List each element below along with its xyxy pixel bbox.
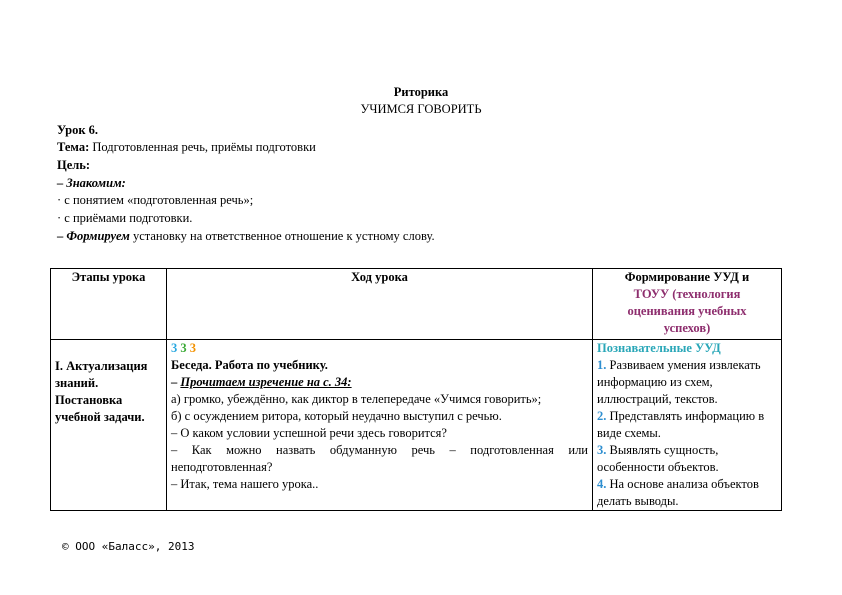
uud-item-1-num: 1. [597, 358, 607, 372]
form-text: установку на ответственное отношение к устному слову. [129, 229, 435, 243]
goal-intro: – Знакомим: [57, 176, 126, 190]
uud-item-4 [597, 476, 777, 510]
read-prefix: – [171, 375, 181, 389]
copyright: © ООО «Баласс», 2013 [62, 540, 195, 553]
header-tou-line2: оценивания учебных [627, 304, 747, 318]
uud-cell [593, 340, 782, 511]
subject-title: Риторика [393, 85, 449, 99]
stage-cell [51, 340, 167, 511]
score-digit-3: 3 [189, 341, 196, 355]
goal-label: Цель: [57, 158, 91, 172]
uud-item-3-text: Выявлять сущность, особенности объектов. [597, 443, 719, 474]
uud-item-2 [597, 408, 777, 442]
conversation-title: Беседа. Работа по учебнику. [171, 358, 328, 372]
topic-text: Подготовленная речь, приёмы подготовки [89, 140, 316, 154]
stage-line-3: Постановка [55, 393, 123, 407]
header-tou-line3: успехов) [663, 321, 711, 335]
header-stages-text: Этапы урока [71, 270, 146, 284]
goal-item-2: · с приёмами подготовки. [57, 211, 193, 225]
form-label: Формируем [66, 229, 130, 243]
uud-item-1 [597, 357, 777, 408]
stage-line-2: знаний. [55, 376, 99, 390]
item-a: а) громко, убеждённо, как диктор в телепередаче «Учимся говорить»; [171, 392, 542, 406]
uud-item-4-num: 4. [597, 477, 607, 491]
lesson-number: Урок 6. [57, 123, 99, 137]
read-line [171, 374, 588, 391]
header-process [167, 269, 593, 340]
form-prefix: – [57, 229, 67, 243]
question-1: – О каком условии успешной речи здесь говорится? [171, 426, 447, 440]
process-cell [167, 340, 593, 511]
goal-item-1: · с понятием «подготовленная речь»; [57, 193, 254, 207]
question-2: – Как можно назвать обдуманную речь – подготовленная или неподготовленная? [171, 443, 588, 474]
lesson-topic [57, 139, 316, 156]
goal-form [57, 228, 435, 245]
uud-title: Познавательные УУД [597, 341, 721, 355]
header-stages [51, 269, 167, 340]
stage-line-1 [55, 358, 162, 375]
uud-item-2-text: Представлять информацию в виде схемы. [597, 409, 765, 440]
uud-item-4-text: На основе анализа объектов делать выводы. [597, 477, 759, 508]
question-3: – Итак, тема нашего урока.. [171, 477, 319, 491]
uud-item-3-num: 3. [597, 443, 607, 457]
stage-line-4: учебной задачи. [55, 410, 145, 424]
uud-item-3 [597, 442, 777, 476]
topic-label: Тема: [57, 140, 90, 154]
header-process-text: Ход урока [351, 270, 408, 284]
score-digit-1: 3 [171, 341, 178, 355]
page-title: УЧИМСЯ ГОВОРИТЬ [360, 102, 482, 116]
header-tou-line1: ТОУУ (технология [633, 287, 741, 301]
stage-line-1-text: I. Актуализация [55, 359, 148, 373]
lesson-table [50, 268, 782, 511]
table-header-row [51, 269, 782, 340]
item-b: б) с осуждением ритора, который неудачно выступил с речью. [171, 409, 502, 423]
header-uud [593, 269, 782, 340]
table-row [51, 340, 782, 511]
header-uud-line1: Формирование УУД и [624, 270, 750, 284]
score-digits [171, 340, 588, 357]
read-instruction: Прочитаем изречение на с. 34: [180, 375, 352, 389]
score-digit-2: 3 [180, 341, 187, 355]
uud-item-1-text: Развиваем умения извлекать информацию из схем, иллюстраций, текстов. [597, 358, 761, 406]
uud-item-2-num: 2. [597, 409, 607, 423]
